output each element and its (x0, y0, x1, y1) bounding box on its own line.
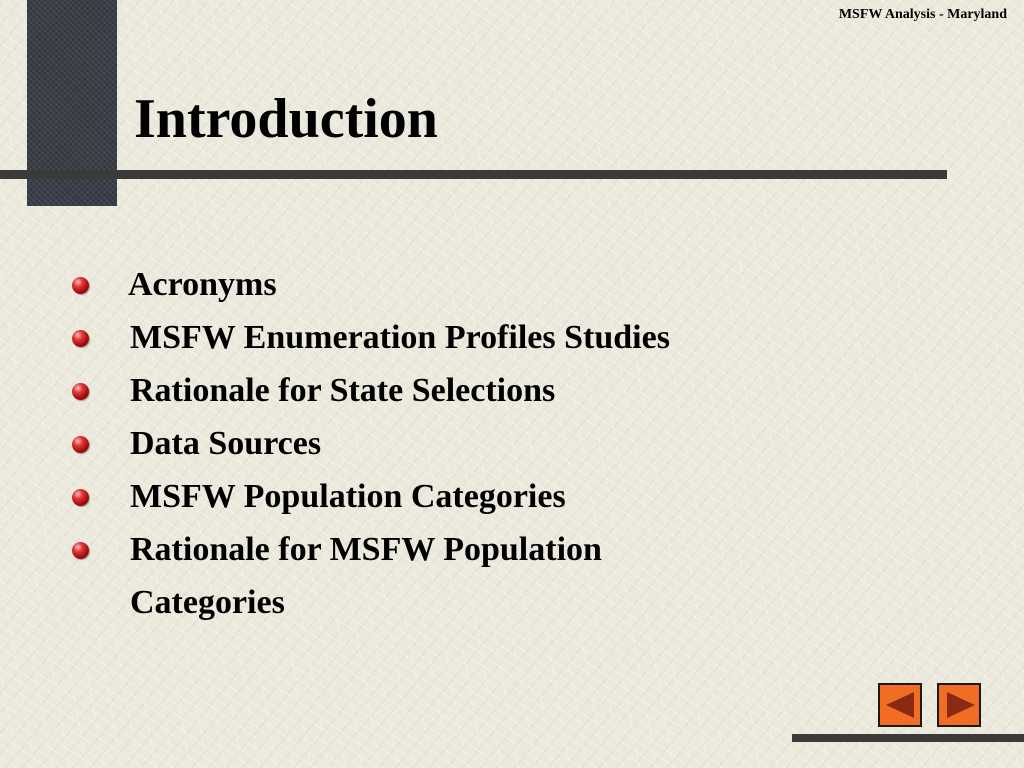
bullet-item (70, 364, 720, 417)
bullet-item (70, 470, 720, 523)
bullet-text: Rationale for MSFW Population Categories (130, 531, 602, 621)
slide-header-text: MSFW Analysis - Maryland (838, 7, 1007, 22)
bullet-icon (72, 436, 89, 453)
bullet-item (70, 523, 720, 629)
bullet-icon (72, 489, 89, 506)
bullet-text: MSFW Enumeration Profiles Studies (130, 319, 670, 356)
footer-divider (792, 734, 1024, 742)
bullet-item (70, 311, 720, 364)
bullet-text: MSFW Population Categories (130, 478, 566, 515)
bullet-list (70, 258, 720, 629)
bullet-text: Rationale for State Selections (130, 372, 556, 409)
bullet-item (70, 258, 720, 311)
title-divider (0, 170, 947, 179)
bullet-icon (72, 383, 89, 400)
slide-title: Introduction (134, 88, 438, 150)
bullet-icon (72, 542, 89, 559)
right-arrow-icon (947, 692, 975, 718)
bullet-text: Acronyms (128, 266, 277, 303)
next-slide-button[interactable] (937, 683, 981, 727)
bullet-text: Data Sources (130, 425, 322, 462)
left-arrow-icon (886, 692, 914, 718)
bullet-icon (72, 277, 89, 294)
bullet-icon (72, 330, 89, 347)
bullet-item (70, 417, 720, 470)
previous-slide-button[interactable] (878, 683, 922, 727)
